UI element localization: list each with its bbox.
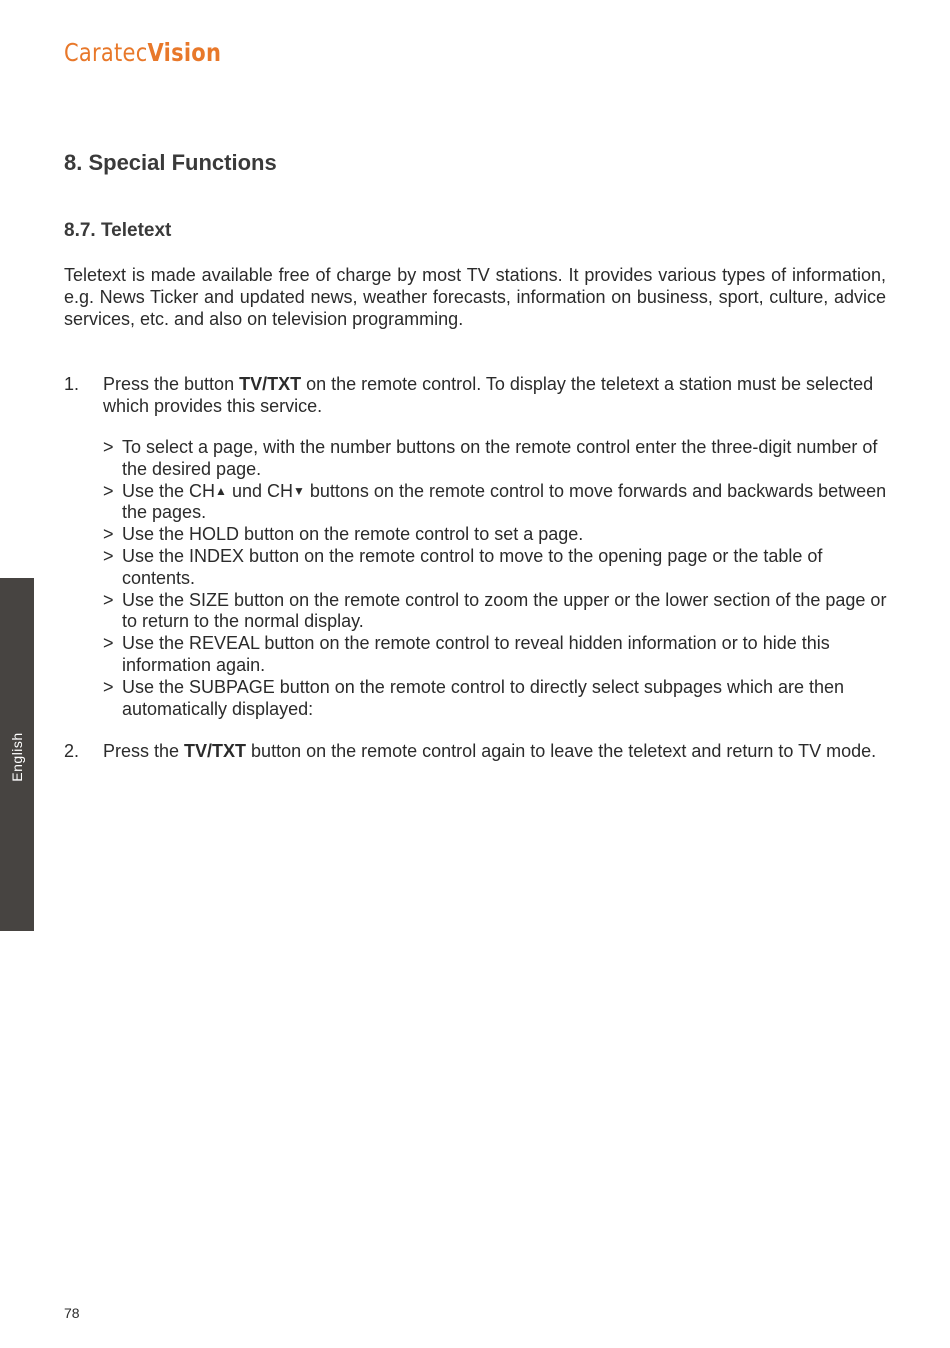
list-item-text: Use the INDEX button on the remote control to move to the opening page or the table of contents.	[122, 545, 823, 588]
step-text-pre: Press the button	[103, 374, 240, 394]
bullet-marker: >	[103, 545, 114, 566]
subsection-title: 8.7. Teletext	[64, 220, 172, 241]
step-text	[103, 741, 886, 763]
list-item-text: Use the REVEAL button on the remote control to reveal hidden information or to hide this information again.	[122, 633, 830, 675]
bullet-marker: >	[103, 589, 114, 610]
list-item	[103, 677, 893, 721]
step-number: 2.	[64, 741, 80, 761]
triangle-down-icon: ▼	[292, 483, 305, 498]
brand-logo-part-caratec: Caratec	[64, 38, 148, 67]
list-item	[103, 481, 893, 525]
bullet-marker: >	[103, 437, 114, 457]
list-item-text: Use the SUBPAGE button on the remote control to directly select subpages which are then automatically displayed:	[122, 676, 845, 719]
list-item-text: To select a page, with the number buttons on the remote control enter the three-digit number of the desired page.	[122, 437, 878, 479]
step-text-post: button on the remote control again to leave the teletext and return to TV mode.	[246, 741, 877, 761]
bullet-marker: >	[103, 480, 114, 501]
page-number: 78	[64, 1305, 80, 1321]
step-button-name: TV/TXT	[184, 741, 247, 761]
step-button-name: TV/TXT	[239, 374, 302, 394]
step-1	[64, 374, 886, 418]
step-text-pre: Press the	[103, 741, 185, 761]
language-label: English	[9, 732, 25, 782]
list-item	[103, 633, 893, 677]
list-item-text-part: und CH	[226, 480, 293, 501]
step-text	[103, 374, 886, 418]
list-item-text: Use the SIZE button on the remote control to zoom the upper or the lower section of the page or to return to the normal display.	[122, 589, 887, 632]
bullet-marker: >	[103, 524, 114, 545]
step-number: 1.	[64, 374, 80, 394]
brand-logo-part-vision: Vision	[147, 38, 222, 67]
step-text-post: on the remote control. To display the teletext a station must be selected which provides this service.	[103, 374, 874, 416]
list-item	[103, 524, 893, 546]
list-item-text-part: buttons on the remote control to move forwards and backwards between the pages.	[122, 480, 887, 523]
language-side-tab-label	[0, 722, 34, 792]
brand-logo	[64, 38, 221, 67]
teletext-instructions-list	[103, 437, 893, 720]
list-item	[103, 546, 893, 590]
bullet-marker: >	[103, 676, 114, 697]
triangle-up-icon: ▲	[215, 483, 227, 498]
step-2	[64, 741, 886, 763]
bullet-marker: >	[103, 633, 114, 654]
list-item	[103, 437, 893, 481]
list-item	[103, 590, 893, 634]
section-title: 8. Special Functions	[64, 150, 277, 175]
intro-paragraph: Teletext is made available free of charge by most TV stations. It provides various types of information, e.g. News Ticker and updated news, weather forecasts, information on business, sport, culture, advice services, etc. and also on television programming.	[64, 265, 886, 329]
list-item-text: Use the HOLD button on the remote control to set a page.	[122, 524, 584, 545]
list-item-text-part: Use the CH	[122, 480, 216, 501]
